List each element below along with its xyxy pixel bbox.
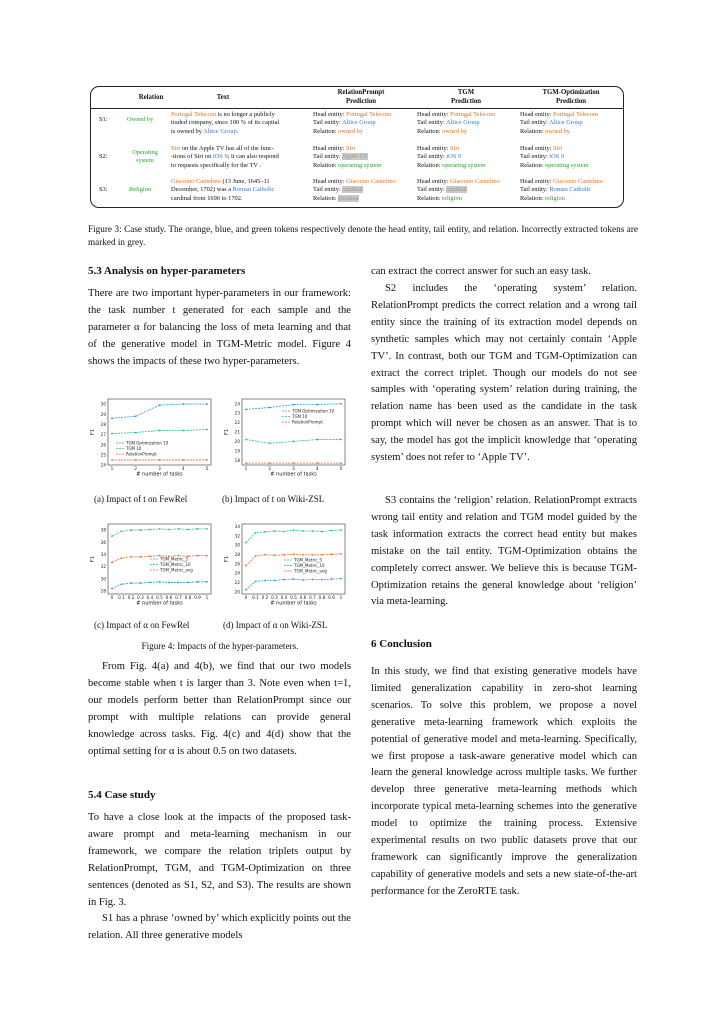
- x-tick-label: 0.5: [156, 595, 163, 600]
- x-tick-label: 0.9: [194, 595, 201, 600]
- data-point: [245, 439, 247, 441]
- x-axis-label: # number of tasks: [136, 600, 183, 607]
- data-point: [168, 582, 170, 584]
- data-point: [149, 582, 151, 584]
- data-point: [135, 459, 137, 461]
- y-tick-label: 30: [100, 401, 106, 407]
- data-point: [302, 579, 304, 581]
- incorrect-token: Apple TV: [342, 153, 368, 161]
- section-5-4-paragraph-1: To have a close look at the impacts of the proposed task-aware prompt and meta-learning mechanism in our framework, we compare the relation triplets output by RelationPrompt, TGM, and TGM-Optimization on three sentences (denoted as S1, S2, and S3). The results are shown in Fig. 3.: [88, 812, 351, 908]
- chart-impact-t-wikizsl: [220, 393, 352, 483]
- y-tick-label: 25: [100, 452, 106, 458]
- data-point: [316, 439, 318, 441]
- data-point: [130, 582, 132, 584]
- data-point: [321, 531, 323, 533]
- data-point: [340, 529, 342, 531]
- data-point: [111, 588, 113, 590]
- y-tick-label: 28: [100, 421, 106, 427]
- data-point: [206, 459, 208, 461]
- data-point: [321, 579, 323, 581]
- data-point: [182, 459, 184, 461]
- y-tick-label: 30: [234, 542, 240, 548]
- data-point: [182, 403, 184, 405]
- legend-entry: TGM Optimization 10: [292, 408, 335, 414]
- conclusion-paragraph: In this study, we find that existing generative models have limited generalization capability in zero-shot learning scenarios. To solve this problem, we propose a novel generative meta-learning framework which exploits the potential of generative model and meta-learning. Specifically, we first propose a task-aware generative model which can learn the general knowledge across multiple tasks. We further develop three generative meta-learning methods which incorporate typical meta-learning schemes into the generative model to optimize the training process. Extensive experimental results on two public datasets prove that our framework can significantly improve the generalization capability of generative models and sets a new state-of-the-art performance for the ZeroRTE task.: [371, 666, 637, 897]
- data-point: [245, 589, 247, 591]
- x-tick-label: 0.1: [118, 595, 125, 600]
- x-tick-label: 4: [181, 466, 185, 471]
- x-tick-label: 0.2: [261, 595, 269, 600]
- data-point: [293, 441, 295, 443]
- data-point: [245, 565, 247, 567]
- right-paragraph-2: S2 includes the ‘operating system’ relation. RelationPrompt predicts the correct relation and a wrong tail entity since the training of its extraction model depends on synthetic samples which may not certainly contain ‘Apple TV’. In contrast, both our TGM and TGM-Optimization can extract the correct triplet. Though our models do not see samples with ‘operating system’ relation during training, the relation name has been used as the candidate in the task prompt which will never be chosen as an answer. That is to say, the model has got the implicit knowledge that ‘operating system’ does not refer to ‘Apple TV’.: [371, 283, 637, 464]
- x-tick-label: 1: [205, 595, 209, 600]
- subcaption-c: (c) Impact of α on FewRel: [94, 620, 190, 630]
- incorrect-token: cardinal: [342, 186, 363, 194]
- x-tick-label: 0.3: [271, 595, 278, 600]
- data-point: [121, 530, 123, 532]
- tgm-prediction: Head entity: Giacomo Cantelmo Tail entity: cardinal Relation: religion: [417, 178, 500, 202]
- y-tick-label: 18: [234, 457, 240, 463]
- chart-impact-alpha-fewrel: [86, 518, 218, 610]
- series-line: [246, 579, 341, 590]
- figure3-caption: Figure 3: Case study. The orange, blue, and green tokens respectively denote the head entity, tail entity, and relation. Incorrectly extracted tokens are marked in grey.: [88, 224, 638, 247]
- data-point: [340, 462, 342, 464]
- table-header-rule: [91, 108, 623, 109]
- data-point: [159, 581, 161, 583]
- tgm-optimization-prediction: Head entity: Giacomo Cantelmo Tail entity: Roman Catholic Relation: religion: [520, 178, 603, 202]
- y-tick-label: 30: [100, 576, 106, 582]
- data-point: [111, 433, 113, 435]
- legend-entry: TGM 10: [292, 414, 308, 419]
- x-axis-label: # number of tasks: [270, 600, 317, 607]
- data-point: [316, 462, 318, 464]
- data-point: [312, 554, 314, 556]
- x-tick-label: 4: [315, 466, 319, 471]
- row-relation: Religion: [129, 186, 152, 193]
- series-line: [112, 582, 207, 589]
- col-header-tgm: TGM: [457, 89, 475, 96]
- data-point: [264, 580, 266, 582]
- data-point: [121, 583, 123, 585]
- y-tick-label: 24: [234, 570, 240, 576]
- y-tick-label: 29: [100, 411, 106, 417]
- data-point: [293, 553, 295, 555]
- data-point: [269, 442, 271, 444]
- data-point: [206, 429, 208, 431]
- x-tick-label: 1: [110, 466, 114, 471]
- data-point: [293, 578, 295, 580]
- data-point: [340, 553, 342, 555]
- legend-entry: TGM Optimization 10: [126, 440, 169, 446]
- legend-entry: TGM_Metric_avg: [294, 568, 327, 574]
- paragraph-from-fig: From Fig. 4(a) and 4(b), we find that our two models become stable when t is larger than 3. Note even when t=1, our models perform better than RelationPrompt since our prompt with multiple relations can provide general knowledge across tasks. Fig. 4(c) and 4(d) show that the optimal setting for α is about 0.5 on two datasets.: [88, 661, 351, 757]
- col-header-text: Text: [216, 94, 230, 101]
- case-study-table: [90, 86, 624, 208]
- data-point: [159, 528, 161, 530]
- x-tick-label: 0.4: [280, 595, 288, 600]
- series-line: [246, 530, 341, 543]
- data-point: [159, 430, 161, 432]
- series-line: [112, 529, 207, 536]
- y-tick-label: 32: [100, 564, 106, 570]
- data-point: [255, 581, 257, 583]
- y-tick-label: 26: [100, 442, 106, 448]
- data-point: [331, 553, 333, 555]
- col-header-tgm-optimization: TGM-Optimization: [542, 89, 600, 96]
- data-point: [140, 529, 142, 531]
- tgm-prediction: Head entity: Siri Tail entity: iOS 9 Relation: operating system: [417, 145, 486, 169]
- section-6-title: 6 Conclusion: [371, 638, 432, 650]
- col-header-prediction-2: Prediction: [450, 98, 482, 105]
- data-point: [274, 530, 276, 532]
- data-point: [340, 578, 342, 580]
- data-point: [293, 404, 295, 406]
- y-tick-label: 36: [100, 539, 106, 545]
- incorrect-token: position: [338, 194, 359, 202]
- data-point: [264, 531, 266, 533]
- col-header-relation: Relation: [138, 94, 164, 101]
- row-text: Giacomo Cantelmo (13 June, 1645–11 December, 1702) was a Roman Catholic cardinal from 1690 to 1702.: [171, 178, 275, 202]
- x-tick-label: 0.9: [328, 595, 335, 600]
- y-tick-label: 38: [100, 527, 106, 533]
- x-tick-label: 0: [110, 595, 114, 600]
- data-point: [178, 528, 180, 530]
- data-point: [111, 417, 113, 419]
- right-paragraph-3: S3 contains the ‘religion’ relation. RelationPrompt extracts wrong tail entity and relation and TGM model guided by the task information extracts the correct head entity but makes mistake on the tail entity. TGM-Optimization obtains the completely correct answer. We believe this is because TGM-Optimization retains the general knowledge about ‘religion’ via meta-learning.: [371, 495, 637, 608]
- relationprompt-prediction: Head entity: Portugal Telecom Tail entity: Altice Group Relation: owned by: [313, 111, 392, 135]
- legend-entry: TGM_Metric_avg: [160, 567, 193, 573]
- data-point: [264, 554, 266, 556]
- data-point: [321, 554, 323, 556]
- legend-entry: TGM_Metric_10: [160, 562, 191, 567]
- data-point: [255, 555, 257, 557]
- relationprompt-prediction: Head entity: Giacomo Cantelmo Tail entity: cardinal Relation: position: [313, 178, 396, 202]
- data-point: [283, 531, 285, 533]
- x-tick-label: 5: [205, 466, 209, 471]
- subcaption-d: (d) Impact of α on Wiki-ZSL: [223, 620, 328, 630]
- data-point: [130, 529, 132, 531]
- incorrect-token: cardinal: [446, 186, 467, 194]
- tgm-prediction: Head entity: Portugal Telecom Tail entity: Altice Group Relation: owned by: [417, 111, 496, 135]
- data-point: [121, 557, 123, 559]
- y-tick-label: 20: [234, 589, 240, 595]
- row-text: Portugal Telecom is no longer a publicly traded company, since 100 % of its capital is owned by Altice Group.: [171, 111, 280, 135]
- data-point: [206, 403, 208, 405]
- relationprompt-prediction: Head entity: Siri Tail entity: Apple TV Relation: operating system: [313, 145, 382, 169]
- series-line: [112, 404, 207, 418]
- x-tick-label: 0.2: [127, 595, 135, 600]
- col-header-prediction-3: Prediction: [555, 98, 587, 105]
- data-point: [293, 529, 295, 531]
- y-tick-label: 28: [234, 551, 240, 557]
- data-point: [274, 554, 276, 556]
- data-point: [206, 555, 208, 557]
- x-tick-label: 5: [339, 466, 343, 471]
- row-text: Siri on the Apple TV has all of the func- -tions of Siri on iOS 9; it can also respond to requests specifically for the TV .: [171, 145, 279, 169]
- data-point: [255, 532, 257, 534]
- y-tick-label: 24: [100, 462, 106, 468]
- x-tick-label: 3: [158, 466, 161, 471]
- x-tick-label: 0.4: [146, 595, 154, 600]
- subcaption-b: (b) Impact of t on Wiki-ZSL: [222, 494, 325, 504]
- data-point: [340, 439, 342, 441]
- data-point: [130, 556, 132, 558]
- data-point: [269, 462, 271, 464]
- chart-impact-alpha-wikizsl: [220, 518, 352, 610]
- subcaption-a: (a) Impact of t on FewRel: [94, 494, 188, 504]
- y-tick-label: 34: [100, 552, 106, 558]
- x-tick-label: 0.7: [175, 595, 182, 600]
- x-tick-label: 0.6: [299, 595, 307, 600]
- y-tick-label: 22: [234, 420, 240, 426]
- x-tick-label: 0.3: [137, 595, 144, 600]
- x-tick-label: 1: [339, 595, 343, 600]
- x-tick-label: 2: [134, 466, 138, 471]
- y-tick-label: 34: [234, 523, 240, 529]
- data-point: [312, 579, 314, 581]
- data-point: [135, 432, 137, 434]
- x-tick-label: 0.8: [184, 595, 192, 600]
- y-tick-label: 28: [100, 588, 106, 594]
- data-point: [111, 535, 113, 537]
- legend-entry: TGM_Metric_5: [294, 557, 322, 563]
- data-point: [302, 554, 304, 556]
- y-axis-label: F1: [90, 555, 96, 563]
- data-point: [197, 555, 199, 557]
- data-point: [245, 462, 247, 464]
- data-point: [331, 578, 333, 580]
- data-point: [283, 579, 285, 581]
- data-point: [159, 404, 161, 406]
- x-tick-label: 0: [244, 595, 248, 600]
- data-point: [302, 530, 304, 532]
- data-point: [149, 529, 151, 531]
- data-point: [111, 561, 113, 563]
- legend-entry: TGM_Metric_5: [160, 556, 188, 562]
- x-tick-label: 0.8: [318, 595, 326, 600]
- x-tick-label: 2: [268, 466, 272, 471]
- y-tick-label: 27: [100, 432, 106, 438]
- data-point: [293, 462, 295, 464]
- x-axis-label: # number of tasks: [270, 471, 317, 478]
- right-paragraph-1: can extract the correct answer for such an easy task.: [371, 266, 592, 277]
- data-point: [182, 430, 184, 432]
- y-tick-label: 26: [234, 561, 240, 567]
- tgm-optimization-prediction: Head entity: Siri Tail entity: iOS 9 Relation: operating system: [520, 145, 589, 169]
- data-point: [269, 407, 271, 409]
- row-id: S2:: [99, 153, 108, 160]
- data-point: [140, 582, 142, 584]
- row-id: S3:: [99, 186, 108, 193]
- legend-entry: RelationPrompt: [292, 419, 323, 425]
- y-axis-label: F1: [224, 555, 230, 563]
- data-point: [140, 556, 142, 558]
- y-axis-label: F1: [90, 428, 96, 436]
- data-point: [283, 554, 285, 556]
- data-point: [159, 459, 161, 461]
- data-point: [187, 582, 189, 584]
- x-axis-label: # number of tasks: [136, 471, 183, 478]
- y-tick-label: 24: [234, 401, 240, 407]
- y-tick-label: 32: [234, 533, 240, 539]
- figure4-caption: Figure 4: Impacts of the hyper-parameters.: [141, 641, 299, 651]
- x-tick-label: 0.5: [290, 595, 297, 600]
- col-header-prediction-1: Prediction: [345, 98, 377, 105]
- x-tick-label: 0.1: [252, 595, 259, 600]
- plot-frame: [108, 399, 211, 465]
- legend-entry: TGM_Metric_10: [294, 563, 325, 568]
- y-tick-label: 19: [234, 448, 240, 454]
- y-tick-label: 23: [234, 410, 240, 416]
- data-point: [135, 415, 137, 417]
- row-relation: Operating system: [132, 149, 158, 165]
- data-point: [274, 580, 276, 582]
- data-point: [187, 529, 189, 531]
- data-point: [245, 408, 247, 410]
- data-point: [178, 582, 180, 584]
- row-relation: Owned by: [127, 116, 154, 123]
- data-point: [316, 404, 318, 406]
- col-header-relationprompt: RelationPrompt: [337, 89, 385, 96]
- row-id: S1:: [99, 116, 108, 123]
- legend-entry: RelationPrompt: [126, 451, 157, 457]
- section-5-4-paragraph-2: S1 has a phrase ‘owned by’ which explicitly points out the relation. All three generative models: [88, 913, 351, 941]
- section-5-3-paragraph: There are two important hyper-parameters in our framework: the task number t generated for each sample and the parameter α for balancing the loss of meta learning and that of the generative model in TGM-Metric model. Figure 4 shows the impacts of these two hyper-parameters.: [88, 288, 351, 367]
- x-tick-label: 0.6: [165, 595, 173, 600]
- data-point: [312, 530, 314, 532]
- section-5-3-title: 5.3 Analysis on hyper-parameters: [88, 265, 246, 277]
- data-point: [197, 528, 199, 530]
- data-point: [340, 403, 342, 405]
- x-tick-label: 1: [244, 466, 248, 471]
- y-tick-label: 21: [234, 429, 240, 435]
- section-5-4-title: 5.4 Case study: [88, 789, 156, 801]
- data-point: [206, 581, 208, 583]
- legend-entry: TGM 10: [126, 446, 142, 451]
- tgm-optimization-prediction: Head entity: Portugal Telecom Tail entity: Altice Group Relation: owned by: [520, 111, 599, 135]
- y-tick-label: 20: [234, 439, 240, 445]
- data-point: [149, 555, 151, 557]
- data-point: [245, 542, 247, 544]
- x-tick-label: 3: [292, 466, 295, 471]
- data-point: [206, 528, 208, 530]
- data-point: [111, 459, 113, 461]
- data-point: [197, 581, 199, 583]
- chart-impact-t-fewrel: [86, 393, 218, 483]
- data-point: [331, 530, 333, 532]
- y-tick-label: 22: [234, 579, 240, 585]
- x-tick-label: 0.7: [309, 595, 316, 600]
- data-point: [168, 529, 170, 531]
- y-axis-label: F1: [224, 428, 230, 436]
